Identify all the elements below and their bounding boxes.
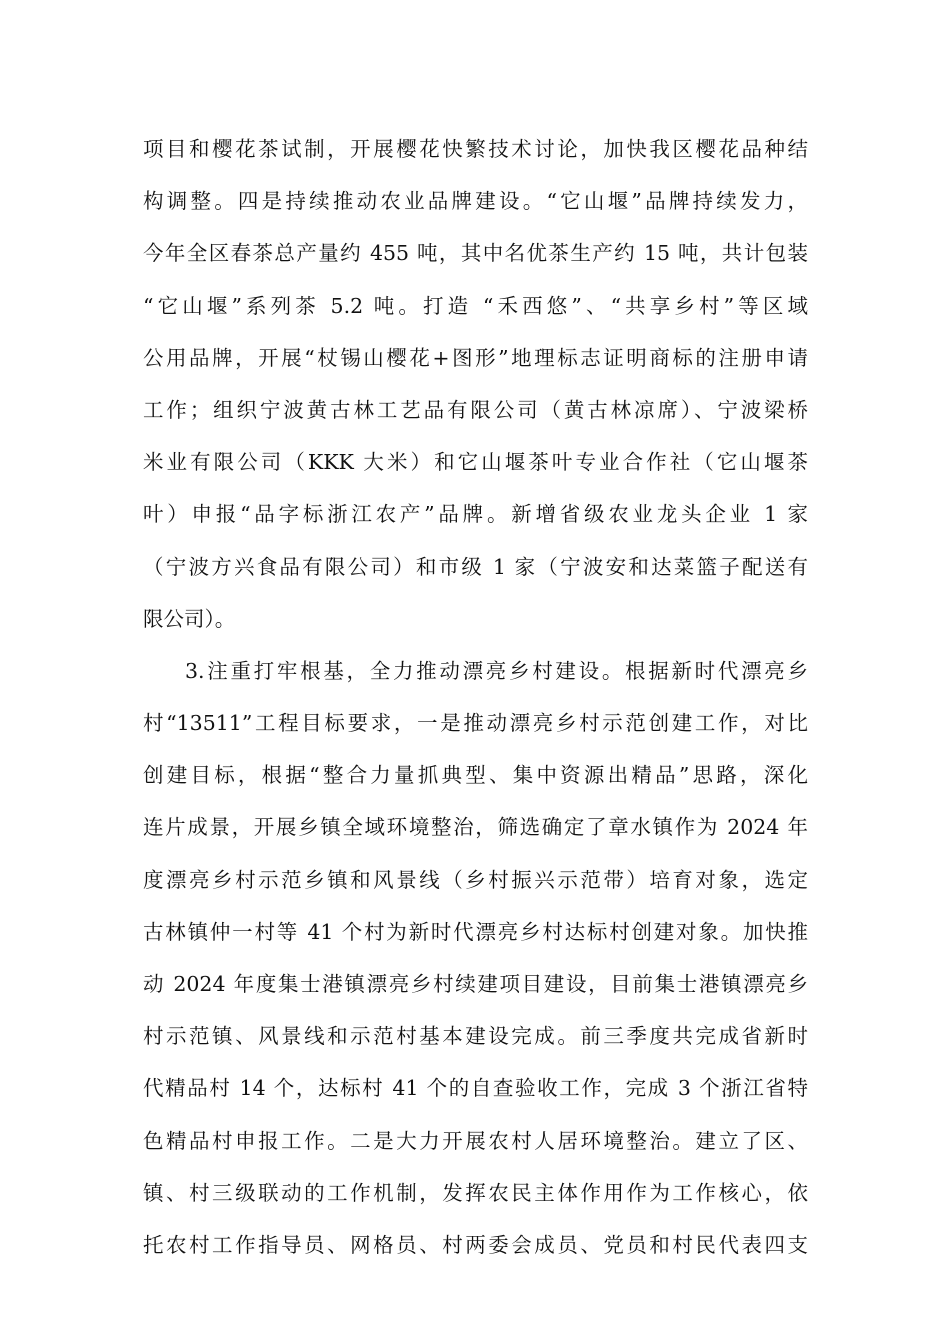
text-line: 工作；组织宁波黄古林工艺品有限公司（黄古林凉席）、宁波梁桥 — [143, 397, 808, 422]
text-line: 村示范镇、风景线和示范村基本建设完成。前三季度共完成省新时 — [143, 1024, 808, 1049]
text-line: 今年全区春茶总产量约 455 吨，其中名优茶生产约 15 吨，共计包装 — [143, 241, 808, 266]
text-line: 叶）申报“品字标浙江农产”品牌。新增省级农业龙头企业 1 家 — [143, 502, 808, 527]
text-line: 镇、村三级联动的工作机制，发挥农民主体作用作为工作核心，依 — [143, 1180, 808, 1205]
text-line: 动 2024 年度集士港镇漂亮乡村续建项目建设，目前集士港镇漂亮乡 — [143, 972, 808, 996]
text-line: 限公司）。 — [143, 606, 236, 631]
document-body — [143, 129, 808, 1277]
text-line: “它山堰”系列茶 5.2 吨。打造 “禾西悠”、“共享乡村”等区域 — [143, 293, 808, 318]
text-line: 村“13511”工程目标要求，一是推动漂亮乡村示范创建工作，对比 — [143, 711, 808, 736]
text-line: 创建目标，根据“整合力量抓典型、集中资源出精品”思路，深化 — [143, 763, 808, 788]
text-line: 项目和樱花茶试制，开展樱花快繁技术讨论，加快我区樱花品种结 — [143, 137, 808, 161]
section-heading-line: 3.注重打牢根基，全力推动漂亮乡村建设。根据新时代漂亮乡 — [185, 658, 808, 683]
text-line: （宁波方兴食品有限公司）和市级 1 家（宁波安和达菜篮子配送有 — [143, 554, 808, 579]
text-line: 公用品牌，开展“杖锡山樱花+图形”地理标志证明商标的注册申请 — [143, 345, 808, 370]
text-line: 古林镇仲一村等 41 个村为新时代漂亮乡村达标村创建对象。加快推 — [143, 919, 808, 944]
text-line: 米业有限公司（KKK 大米）和它山堰茶叶专业合作社（它山堰茶 — [143, 450, 808, 475]
text-line: 色精品村申报工作。二是大力开展农村人居环境整治。建立了区、 — [143, 1128, 808, 1153]
text-line: 度漂亮乡村示范乡镇和风景线（乡村振兴示范带）培育对象，选定 — [143, 867, 808, 892]
text-line: 连片成景，开展乡镇全域环境整治，筛选确定了章水镇作为 2024 年 — [143, 815, 808, 840]
text-line: 代精品村 14 个，达标村 41 个的自查验收工作，完成 3 个浙江省特 — [143, 1076, 808, 1101]
text-line: 构调整。四是持续推动农业品牌建设。“它山堰”品牌持续发力， — [143, 189, 808, 214]
text-line: 托农村工作指导员、网格员、村两委会成员、党员和村民代表四支 — [143, 1232, 808, 1257]
